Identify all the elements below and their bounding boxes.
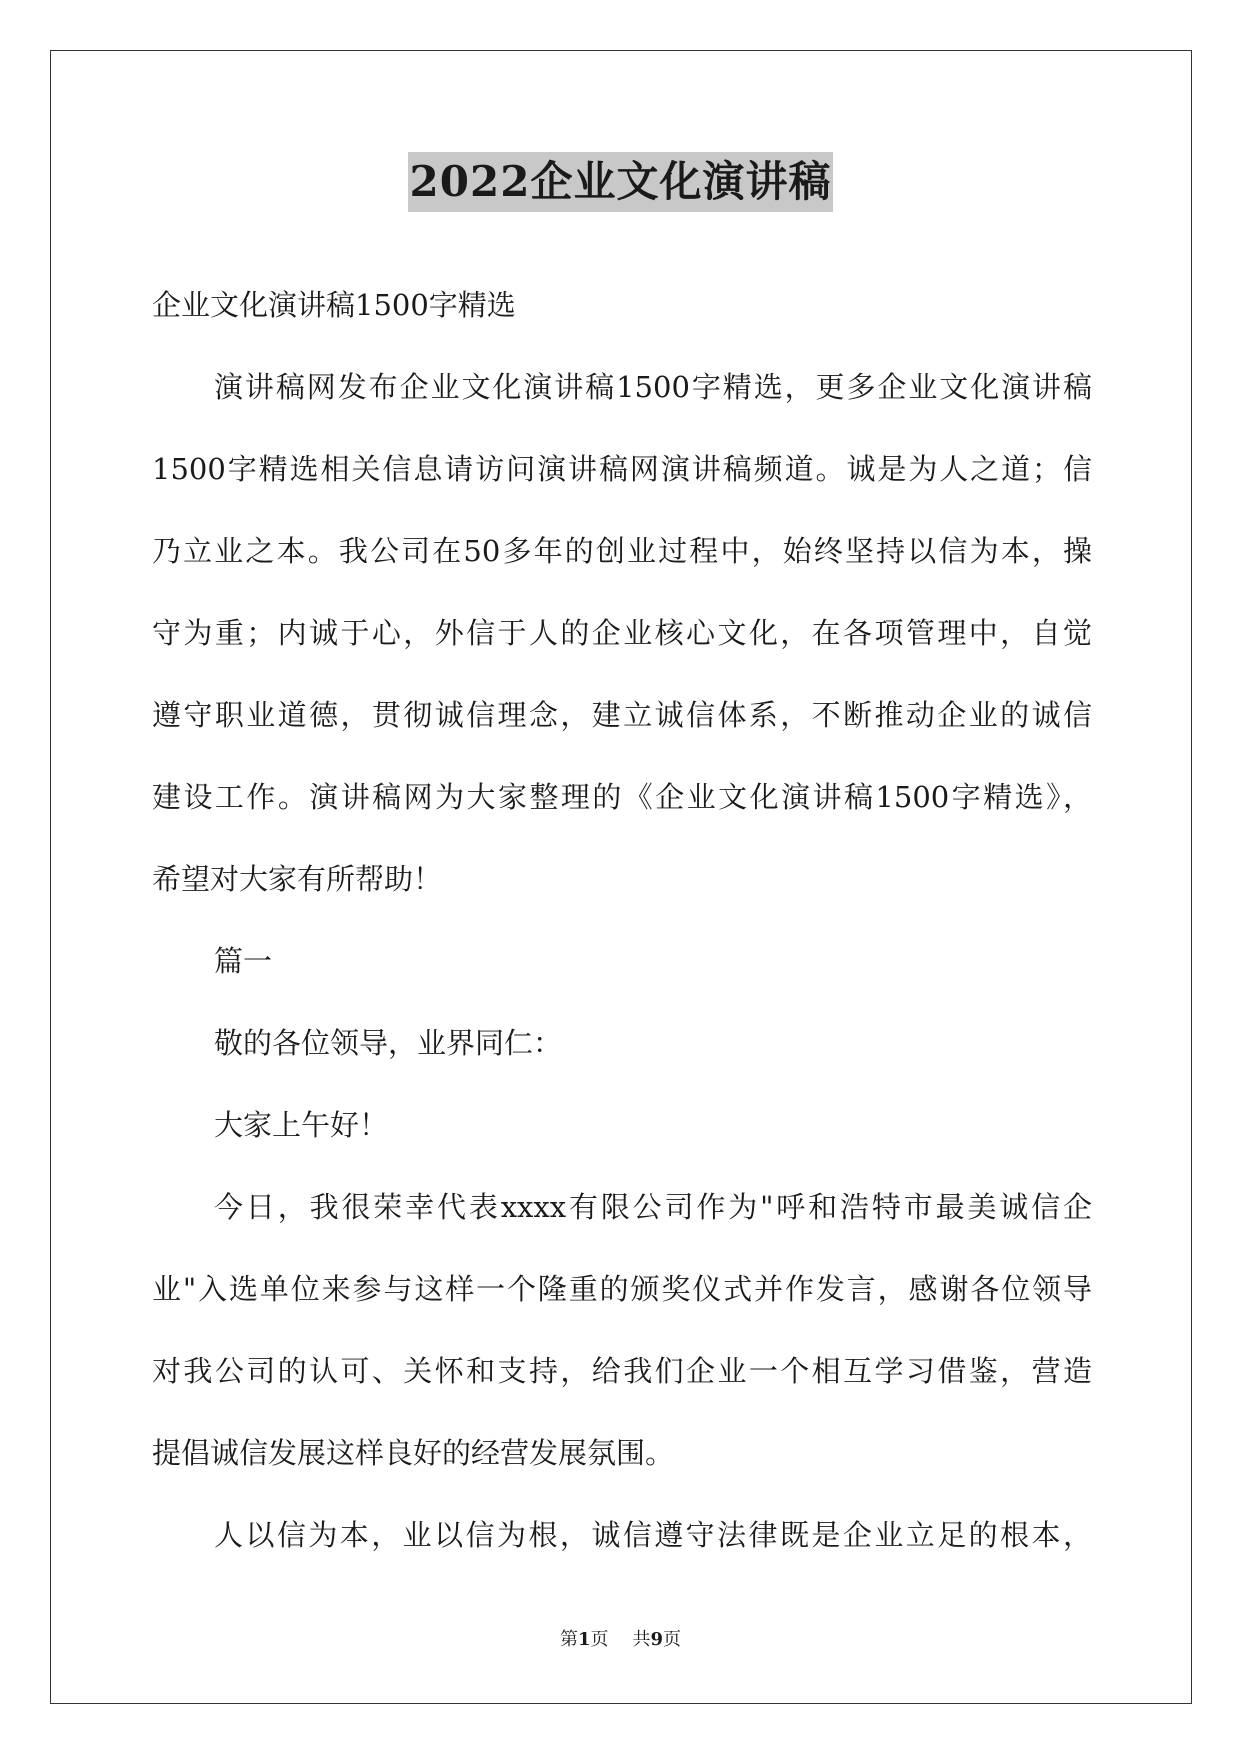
paragraph-line: 建设工作。演讲稿网为大家整理的《企业文化演讲稿1500字精选》， — [152, 780, 1092, 814]
page-footer — [0, 1628, 1241, 1652]
paragraph-line: 希望对大家有所帮助！ — [152, 862, 443, 896]
greeting: 大家上午好！ — [214, 1108, 389, 1142]
total-prefix: 共 — [632, 1629, 651, 1650]
salutation: 敬的各位领导，业界同仁： — [214, 1026, 563, 1060]
total-suffix: 页 — [663, 1629, 682, 1650]
paragraph-line: 业"入选单位来参与这样一个隆重的颁奖仪式并作发言，感谢各位领导 — [152, 1272, 1092, 1306]
paragraph-line: 对我公司的认可、关怀和支持，给我们企业一个相互学习借鉴，营造 — [152, 1354, 1092, 1388]
paragraph-line: 守为重；内诚于心，外信于人的企业核心文化，在各项管理中，自觉 — [152, 616, 1092, 650]
paragraph-line: 1500字精选相关信息请访问演讲稿网演讲稿频道。诚是为人之道；信 — [152, 452, 1092, 486]
section-heading: 篇一 — [214, 944, 273, 978]
paragraph-line: 遵守职业道德，贯彻诚信理念，建立诚信体系，不断推动企业的诚信 — [152, 698, 1092, 732]
document-subtitle: 企业文化演讲稿1500字精选 — [152, 288, 516, 322]
page-total: 9 — [650, 1629, 664, 1650]
page-suffix: 页 — [590, 1629, 609, 1650]
document-body — [152, 264, 1092, 1576]
page-prefix: 第 — [559, 1629, 578, 1650]
paragraph-line: 今日，我很荣幸代表xxxx有限公司作为"呼和浩特市最美诚信企 — [214, 1190, 1092, 1224]
paragraph-line: 乃立业之本。我公司在50多年的创业过程中，始终坚持以信为本，操 — [152, 534, 1092, 568]
title-container — [0, 152, 1241, 212]
page-current: 1 — [577, 1629, 591, 1650]
paragraph-line: 演讲稿网发布企业文化演讲稿1500字精选，更多企业文化演讲稿 — [214, 370, 1092, 404]
document-title: 2022企业文化演讲稿 — [408, 152, 834, 212]
paragraph-line: 提倡诚信发展这样良好的经营发展氛围。 — [152, 1436, 675, 1470]
paragraph-line: 人以信为本，业以信为根，诚信遵守法律既是企业立足的根本， — [214, 1518, 1092, 1552]
